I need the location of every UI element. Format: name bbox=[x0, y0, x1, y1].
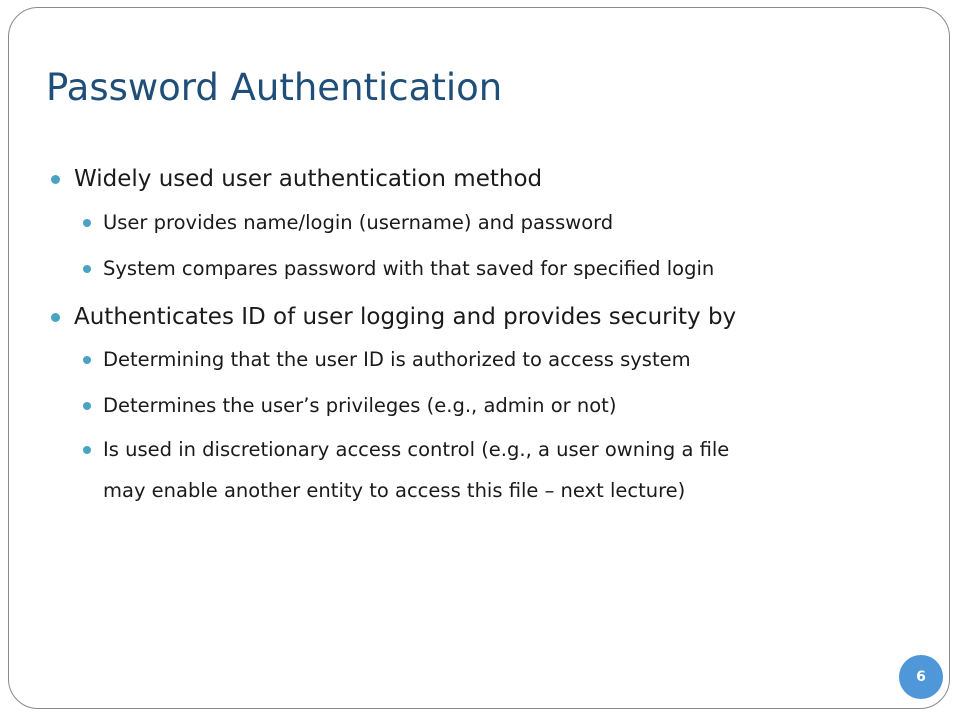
bullet-text: Widely used user authentication method bbox=[74, 166, 543, 192]
bullet-text: System compares password with that saved for specified login bbox=[103, 257, 715, 280]
bullet-dot-icon bbox=[83, 265, 91, 273]
sub-bullet-item bbox=[103, 345, 691, 375]
bullet-text: Authenticates ID of user logging and provides security by bbox=[74, 304, 737, 330]
slide-number-badge: 6 bbox=[899, 655, 943, 699]
bullet-item bbox=[74, 164, 542, 194]
slide-title: Password Authentication bbox=[46, 66, 503, 109]
sub-bullet-item bbox=[103, 254, 714, 284]
bullet-text: Determining that the user ID is authorized to access system bbox=[103, 348, 691, 371]
bullet-text: User provides name/login (username) and password bbox=[103, 211, 614, 234]
sub-bullet-item bbox=[103, 391, 616, 421]
bullet-text: may enable another entity to access this file – next lecture) bbox=[103, 479, 686, 502]
sub-bullet-item bbox=[103, 435, 729, 465]
bullet-dot-icon bbox=[83, 446, 91, 454]
bullet-text: Determines the user’s privileges (e.g., admin or not) bbox=[103, 394, 617, 417]
sub-bullet-item bbox=[103, 208, 613, 238]
bullet-dot-icon bbox=[83, 219, 91, 227]
bullet-dot-icon bbox=[83, 402, 91, 410]
bullet-dot-icon bbox=[51, 313, 60, 322]
bullet-item bbox=[74, 302, 736, 332]
bullet-text: Is used in discretionary access control (e.g., a user owning a file bbox=[103, 438, 730, 461]
bullet-dot-icon bbox=[83, 356, 91, 364]
bullet-dot-icon bbox=[51, 175, 60, 184]
sub-bullet-continuation bbox=[103, 476, 685, 506]
